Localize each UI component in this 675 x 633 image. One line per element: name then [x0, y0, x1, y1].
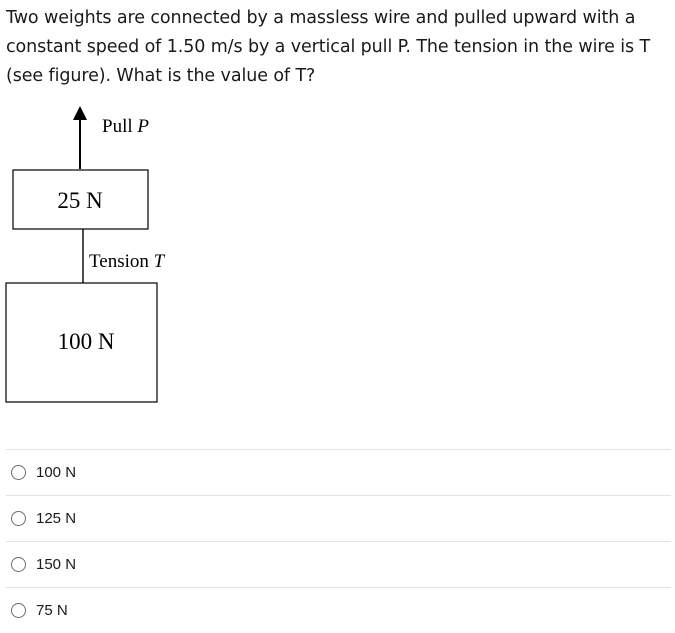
option-75n[interactable]	[0, 588, 671, 633]
question-text: Two weights are connected by a massless wire and pulled upward with a constant speed of 1.50 m/s by a vertical pull P. The tension in the wire is T (see figure). What is the value of T?	[6, 8, 651, 86]
pull-label: Pull P	[102, 116, 149, 137]
force-diagram-svg	[0, 98, 220, 408]
radio-button[interactable]	[11, 511, 26, 526]
option-label: 125 N	[36, 510, 77, 527]
lower-block-label: 100 N	[57, 329, 115, 354]
tension-label: Tension T	[89, 251, 165, 272]
answer-options	[0, 449, 671, 633]
option-150n[interactable]	[0, 542, 671, 587]
radio-button[interactable]	[11, 557, 26, 572]
radio-button[interactable]	[11, 603, 26, 618]
pull-arrow-head-icon	[73, 106, 87, 120]
force-diagram	[0, 98, 220, 408]
option-label: 100 N	[36, 464, 77, 481]
option-label: 150 N	[36, 556, 77, 573]
radio-button[interactable]	[11, 465, 26, 480]
option-100n[interactable]	[0, 450, 671, 495]
option-125n[interactable]	[0, 496, 671, 541]
upper-block-label: 25 N	[57, 188, 103, 213]
option-label: 75 N	[36, 602, 68, 619]
